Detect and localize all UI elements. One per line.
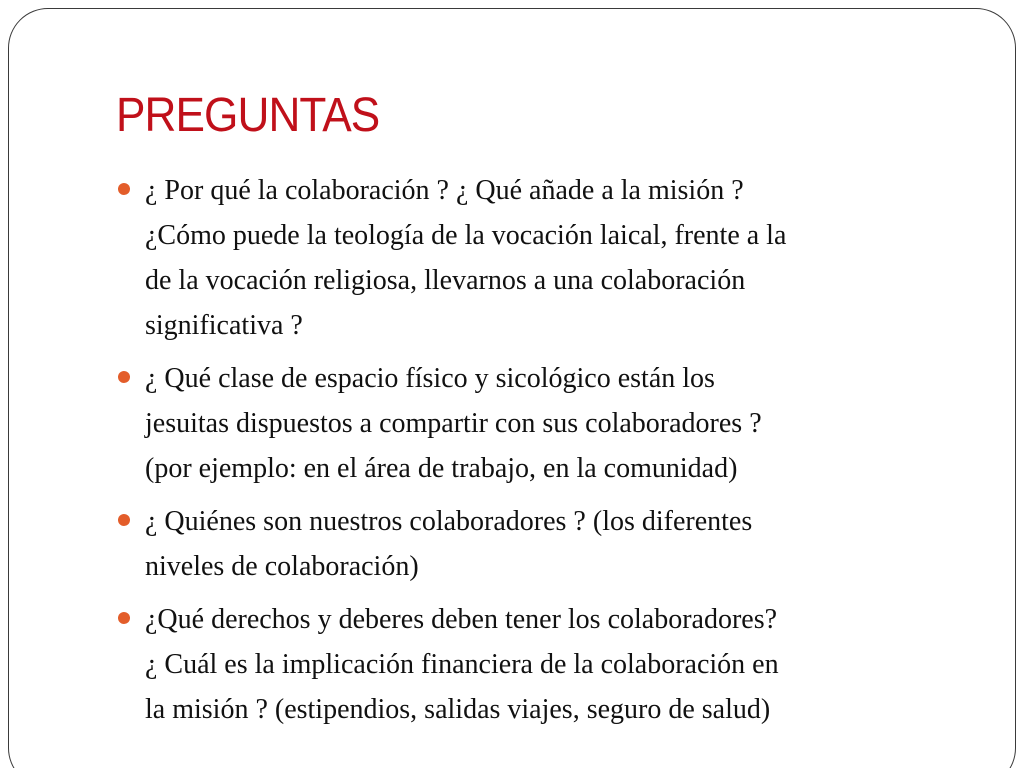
bullet-dot-icon: [118, 514, 130, 526]
bullet-list: [118, 168, 968, 740]
bullet-item: [118, 597, 968, 732]
bullet-text-line: ¿Qué derechos y deberes deben tener los colaboradores?: [145, 604, 778, 635]
bullet-text-line: la misión ? (estipendios, salidas viajes, seguro de salud): [145, 694, 771, 725]
bullet-item: [118, 168, 968, 348]
bullet-text-line: jesuitas dispuestos a compartir con sus colaboradores ?: [145, 408, 762, 439]
bullet-text-line: significativa ?: [145, 310, 303, 341]
bullet-dot-icon: [118, 183, 130, 195]
bullet-dot-icon: [118, 371, 130, 383]
bullet-text-line: ¿ Por qué la colaboración ? ¿ Qué añade a la misión ?: [145, 175, 744, 206]
slide-title: PREGUNTAS: [116, 89, 380, 142]
bullet-text-line: ¿Cómo puede la teología de la vocación laical, frente a la: [145, 220, 787, 251]
bullet-text-line: ¿ Quiénes son nuestros colaboradores ? (los diferentes: [145, 506, 753, 537]
bullet-text-line: (por ejemplo: en el área de trabajo, en la comunidad): [145, 453, 738, 484]
bullet-text-line: ¿ Qué clase de espacio físico y sicológico están los: [145, 363, 715, 394]
bullet-dot-icon: [118, 612, 130, 624]
bullet-item: [118, 356, 968, 491]
bullet-text-line: niveles de colaboración): [145, 551, 419, 582]
bullet-item: [118, 499, 968, 589]
bullet-text-line: ¿ Cuál es la implicación financiera de la colaboración en: [145, 649, 779, 680]
bullet-text-line: de la vocación religiosa, llevarnos a una colaboración: [145, 265, 746, 296]
